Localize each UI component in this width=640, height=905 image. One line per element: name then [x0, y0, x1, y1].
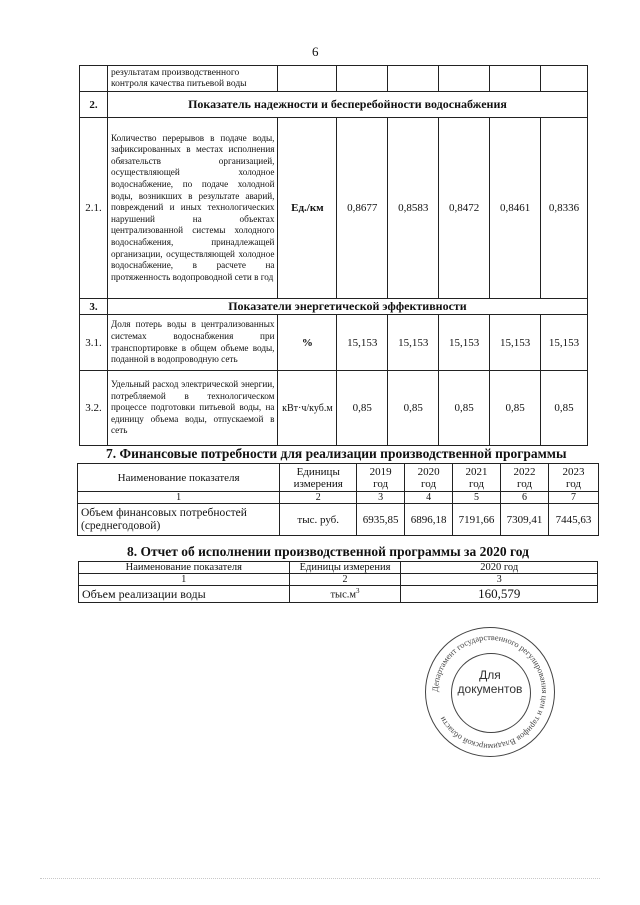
col-header-name: Наименование показателя — [78, 464, 280, 492]
table-row — [80, 371, 588, 446]
col-header-unit-line-1: Единицы — [296, 465, 340, 478]
col-header-year: 2019 — [369, 465, 392, 478]
col-header-unit-line-2: измерения — [293, 477, 343, 490]
row-3-1-value-2019: 15,153 — [337, 315, 388, 371]
page-number: 6 — [312, 44, 319, 59]
cont-text-2: контроля качества питьевой воды — [110, 79, 247, 89]
col-header-2022 — [501, 464, 549, 492]
col-header-2020 — [405, 464, 453, 492]
finance-row-name-line-1: Объем финансовых потребностей — [81, 506, 247, 519]
row-2-1-number: 2.1. — [80, 118, 108, 299]
table-header-row — [78, 464, 599, 492]
col-number: 5 — [453, 492, 501, 504]
col-number: 2 — [289, 574, 401, 586]
col-header-unit — [280, 464, 357, 492]
col-header-unit: Единицы измерения — [289, 562, 401, 574]
col-number: 7 — [548, 492, 598, 504]
col-number: 3 — [357, 492, 405, 504]
row-3-1-value-2022: 15,153 — [490, 315, 541, 371]
col-header-god: год — [421, 477, 437, 490]
col-header-2019 — [357, 464, 405, 492]
section-8-title: 8. Отчет об исполнении производственной программы за 2020 год — [127, 544, 529, 559]
row-3-1-unit: % — [278, 315, 337, 371]
table-row — [80, 118, 588, 299]
table-number-row — [78, 492, 599, 504]
table-header-row — [79, 562, 598, 574]
col-header-god: год — [516, 477, 532, 490]
finance-value-2019: 6935,85 — [357, 504, 405, 536]
row-2-1-unit: Ед./км — [278, 118, 337, 299]
row-2-1-description: Количество перерывов в подаче воды, зафиксированных в местах исполнения обязательств организацией, осуществляющей холодное водоснабжение, по подаче холодной воды, возникших в результате аварий, повреждений и иных технологических нарушений на объектах централизованной системы холодного водоснабжения, принадлежащей организации, осуществляющей холодное водоснабжение, в расчете на протяженность водопроводной сети в год — [107, 118, 278, 299]
row-3-1-value-2021: 15,153 — [439, 315, 490, 371]
row-3-2-value-2021: 0,85 — [439, 371, 490, 446]
col-header-god: год — [565, 477, 581, 490]
col-header-god: год — [373, 477, 389, 490]
table-row — [80, 66, 588, 92]
stamp-center-text — [426, 668, 554, 696]
row-3-2-value-2022: 0,85 — [490, 371, 541, 446]
col-number: 6 — [501, 492, 549, 504]
table-number-row — [79, 574, 598, 586]
table-row — [78, 504, 599, 536]
section-row — [80, 299, 588, 315]
stamp-line-1: Для — [479, 668, 501, 682]
finance-row-name-line-2: (среднегодовой) — [81, 519, 161, 532]
cont-text-1: результатам производственного — [110, 67, 240, 78]
row-2-1-value-2023: 0,8336 — [541, 118, 588, 299]
col-number: 4 — [405, 492, 453, 504]
finance-value-2023: 7445,63 — [548, 504, 598, 536]
report-row-value: 160,579 — [401, 586, 598, 603]
finance-value-2021: 7191,66 — [453, 504, 501, 536]
report-row-name: Объем реализации воды — [79, 586, 290, 603]
table-row — [80, 315, 588, 371]
stamp-line-2: документов — [457, 682, 523, 696]
row-3-1-description: Доля потерь воды в централизованных системах водоснабжения при транспортировке в общем объеме воды, поданной в водопроводную сеть — [107, 315, 278, 371]
table-row — [79, 586, 598, 603]
row-3-1-value-2023: 15,153 — [541, 315, 588, 371]
report-row-unit — [289, 586, 401, 603]
section-row — [80, 92, 588, 118]
col-header-name: Наименование показателя — [79, 562, 290, 574]
row-2-1-value-2021: 0,8472 — [439, 118, 490, 299]
row-3-2-description: Удельный расход электрической энергии, потребляемой в технологическом процессе подготовки питьевой воды, на единицу объема воды, отпускаемой в сеть — [107, 371, 278, 446]
finance-row-unit: тыс. руб. — [280, 504, 357, 536]
col-header-god: год — [469, 477, 485, 490]
col-number: 2 — [280, 492, 357, 504]
col-header-2023 — [548, 464, 598, 492]
report-unit-sup: 3 — [356, 587, 360, 596]
section-7-title: 7. Финансовые потребности для реализации производственной программы — [106, 446, 567, 461]
row-3-2-number: 3.2. — [80, 371, 108, 446]
row-2-1-value-2019: 0,8677 — [337, 118, 388, 299]
stamp-ring-label: Департамент государственного регулирования цен и тарифов Владимирской области — [430, 632, 550, 752]
col-header-year: 2020 — [417, 465, 440, 478]
report-unit-base: тыс.м — [330, 589, 357, 601]
col-header-year: 2020 год — [401, 562, 598, 574]
col-number: 3 — [401, 574, 598, 586]
row-2-1-value-2022: 0,8461 — [490, 118, 541, 299]
section-2-title: Показатель надежности и бесперебойности водоснабжения — [107, 92, 587, 118]
col-header-year: 2022 — [513, 465, 536, 478]
section-3-number: 3. — [80, 299, 108, 315]
finance-value-2022: 7309,41 — [501, 504, 549, 536]
official-stamp — [425, 627, 555, 757]
row-3-2-unit: кВт·ч/куб.м — [278, 371, 337, 446]
row-3-1-number: 3.1. — [80, 315, 108, 371]
col-number: 1 — [78, 492, 280, 504]
col-number: 1 — [79, 574, 290, 586]
row-2-1-value-2020: 0,8583 — [388, 118, 439, 299]
col-header-year: 2021 — [465, 465, 488, 478]
finance-value-2020: 6896,18 — [405, 504, 453, 536]
row-3-2-value-2020: 0,85 — [388, 371, 439, 446]
row-3-1-value-2020: 15,153 — [388, 315, 439, 371]
report-table — [78, 561, 598, 603]
row-3-2-value-2019: 0,85 — [337, 371, 388, 446]
finance-table — [77, 463, 599, 536]
section-2-number: 2. — [80, 92, 108, 118]
row-3-2-value-2023: 0,85 — [541, 371, 588, 446]
finance-row-name — [78, 504, 280, 536]
col-header-year: 2023 — [562, 465, 585, 478]
scan-artifact-line — [40, 878, 600, 879]
indicators-table — [79, 65, 588, 446]
col-header-2021 — [453, 464, 501, 492]
section-3-title: Показатели энергетической эффективности — [107, 299, 587, 315]
